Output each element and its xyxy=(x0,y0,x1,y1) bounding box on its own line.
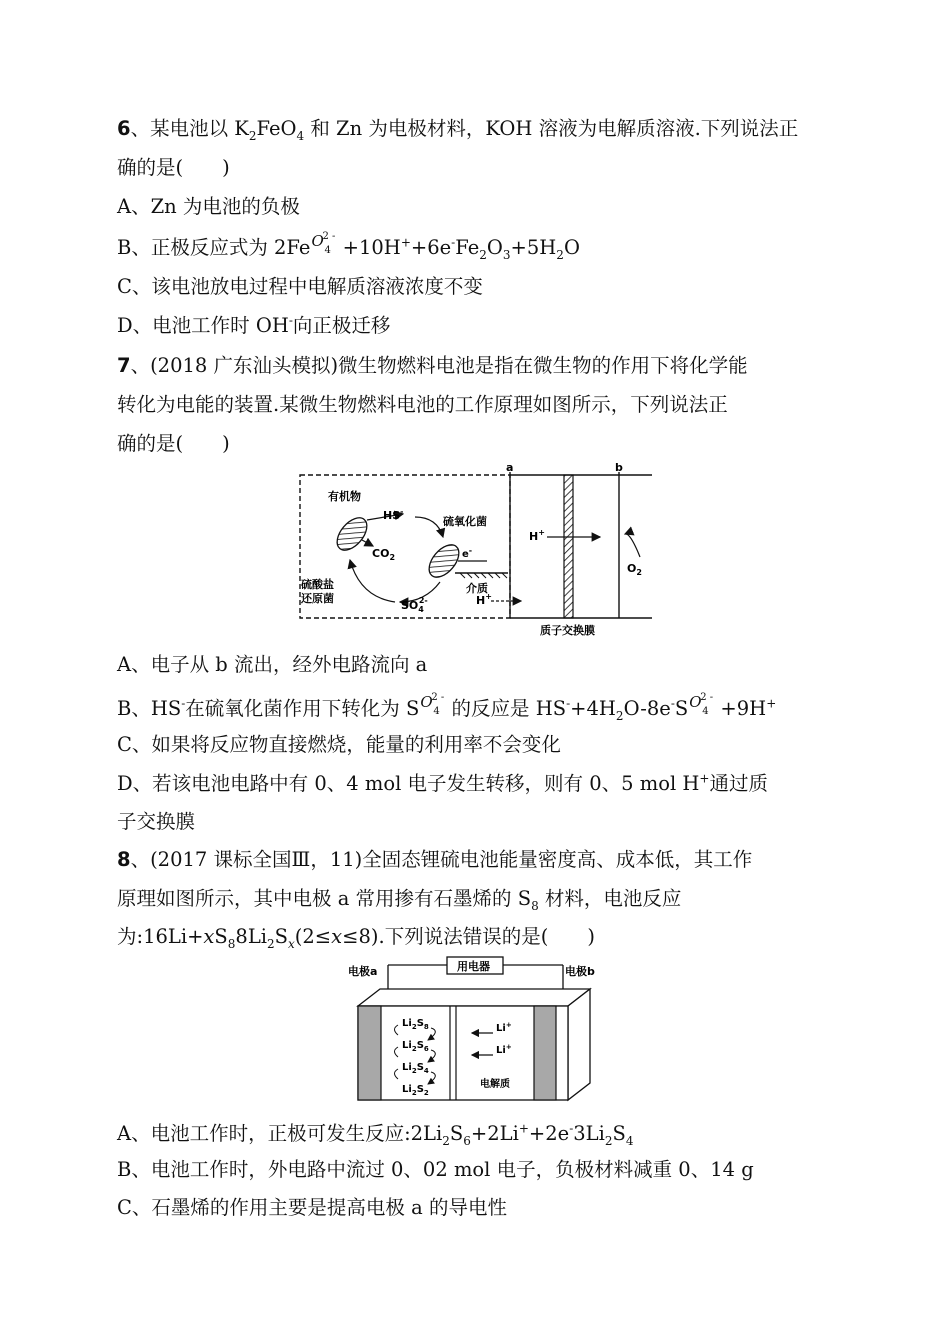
q7-option-b: B、HS-在硫氧化菌作用下转化为 S O 2 - 4 的反应是 $HS^-+4H_2O-8e^-S$ O 2 - 4 +9H+ xyxy=(117,692,777,723)
sulfate-reducing-label-2: 还原菌 xyxy=(301,592,334,605)
load-device-label: 用电器 xyxy=(457,960,490,973)
q8-option-a: A、电池工作时，正极可发生反应$:2Li_2S_6+2Li^++2e^-3Li_2S_4$ xyxy=(117,1121,634,1148)
h-plus-right-label: H+ xyxy=(529,528,545,543)
co2-label: $CO_2$ xyxy=(372,547,396,562)
li2s4-label: $Li_2S_4$ xyxy=(402,1062,429,1075)
q7-option-a: A、电子从 b 流出，经外电路流向 a xyxy=(117,653,428,676)
organic-matter-label: 有机物 xyxy=(328,490,361,503)
q8-number: 8 xyxy=(117,848,131,871)
electrolyte-label: 电解质 xyxy=(480,1079,510,1090)
proton-exchange-membrane xyxy=(564,475,573,618)
q6-option-d: D、电池工作时 OH-向正极迁移 xyxy=(117,313,391,337)
electron-label: e- xyxy=(462,546,473,560)
li-plus-label-1: Li+ xyxy=(496,1021,512,1034)
q7-stem-line3: 确的是( ) xyxy=(117,432,230,455)
medium-label: 介质 xyxy=(466,582,488,595)
q8-option-c: C、石墨烯的作用主要是提高电极 a 的导电性 xyxy=(117,1196,507,1219)
sulfate-reducing-bacteria-icon xyxy=(331,512,372,555)
so4-formula-fragment: O 2 - 4 xyxy=(311,231,336,256)
membrane-label: 质子交换膜 xyxy=(540,624,595,637)
q6-stem-line1: 6、某电池以 $K_2FeO_4$ 和 Zn 为电极材料，KOH 溶液为电解质溶液.下列说法正 xyxy=(117,117,799,143)
li2s2-label: $Li_2S_2$ xyxy=(402,1084,429,1097)
h-plus-left-label: H+ xyxy=(476,592,492,607)
q7-option-d: D、若该电池电路中有 0、4 mol 电子发生转移，则有 0、5 mol H+通过质 xyxy=(117,771,768,795)
q7-option-c: C、如果将反应物直接燃烧，能量的利用率不会变化 xyxy=(117,733,561,756)
q6-option-b: B、正极反应式为 2Fe O 2 - 4 $+10H^++6e^-Fe_2O_3+5H_2O$ xyxy=(117,231,580,262)
li-plus-label-2: Li+ xyxy=(496,1043,512,1056)
sulfate-reducing-label-1: 硫酸盐 xyxy=(301,578,334,591)
so4-label: $SO_42-$ xyxy=(401,596,428,614)
q7-stem-line1: 7、(2018 广东汕头模拟)微生物燃料电池是指在微生物的作用下将化学能 xyxy=(117,354,748,377)
q8-option-b: B、电池工作时，外电路中流过 0、02 mol 电子，负极材料减重 0、14 g xyxy=(117,1158,754,1181)
q6-option-c: C、该电池放电过程中电解质溶液浓度不变 xyxy=(117,275,483,298)
electrode-a-label: a xyxy=(506,462,514,474)
q7-option-d-line2: 子交换膜 xyxy=(117,810,196,833)
q6-number: 6 xyxy=(117,117,131,140)
q6-option-a: A、Zn 为电池的负极 xyxy=(117,195,300,218)
o2-label: $O_2$ xyxy=(627,562,642,577)
electrode-a-label: 电极a xyxy=(348,965,378,978)
q7-stem-line2: 转化为电能的装置.某微生物燃料电池的工作原理如图所示，下列说法正 xyxy=(117,393,728,416)
electrode-a-block xyxy=(358,1006,381,1100)
q6-stem-line2: 确的是( ) xyxy=(117,156,230,179)
q8-stem-line2: 原理如图所示，其中电极 a 常用掺有石墨烯的 $S_8$ 材料，电池反应 xyxy=(117,887,682,913)
electrode-b-block xyxy=(534,1006,556,1100)
lithium-sulfur-battery-diagram xyxy=(343,953,605,1105)
li2s8-label: $Li_2S_8$ xyxy=(402,1018,429,1031)
electrode-b-label: 电极b xyxy=(565,965,595,978)
electrode-b-label: b xyxy=(615,462,623,474)
hs-label: HS- xyxy=(383,507,404,522)
q7-number: 7 xyxy=(117,354,131,377)
q8-stem-line3: 为$:16Li+xS_88Li_2S_x(2\le x\le 8)$.下列说法错误的是( ) xyxy=(117,925,595,951)
li2s6-label: $Li_2S_6$ xyxy=(402,1040,429,1053)
q8-stem-line1: 8、(2017 课标全国Ⅲ，11)全固态锂硫电池能量密度高、成本低，其工作 xyxy=(117,848,753,871)
microbial-fuel-cell-diagram xyxy=(295,462,657,638)
sulfur-oxidizing-bacteria-label: 硫氧化菌 xyxy=(443,515,487,528)
